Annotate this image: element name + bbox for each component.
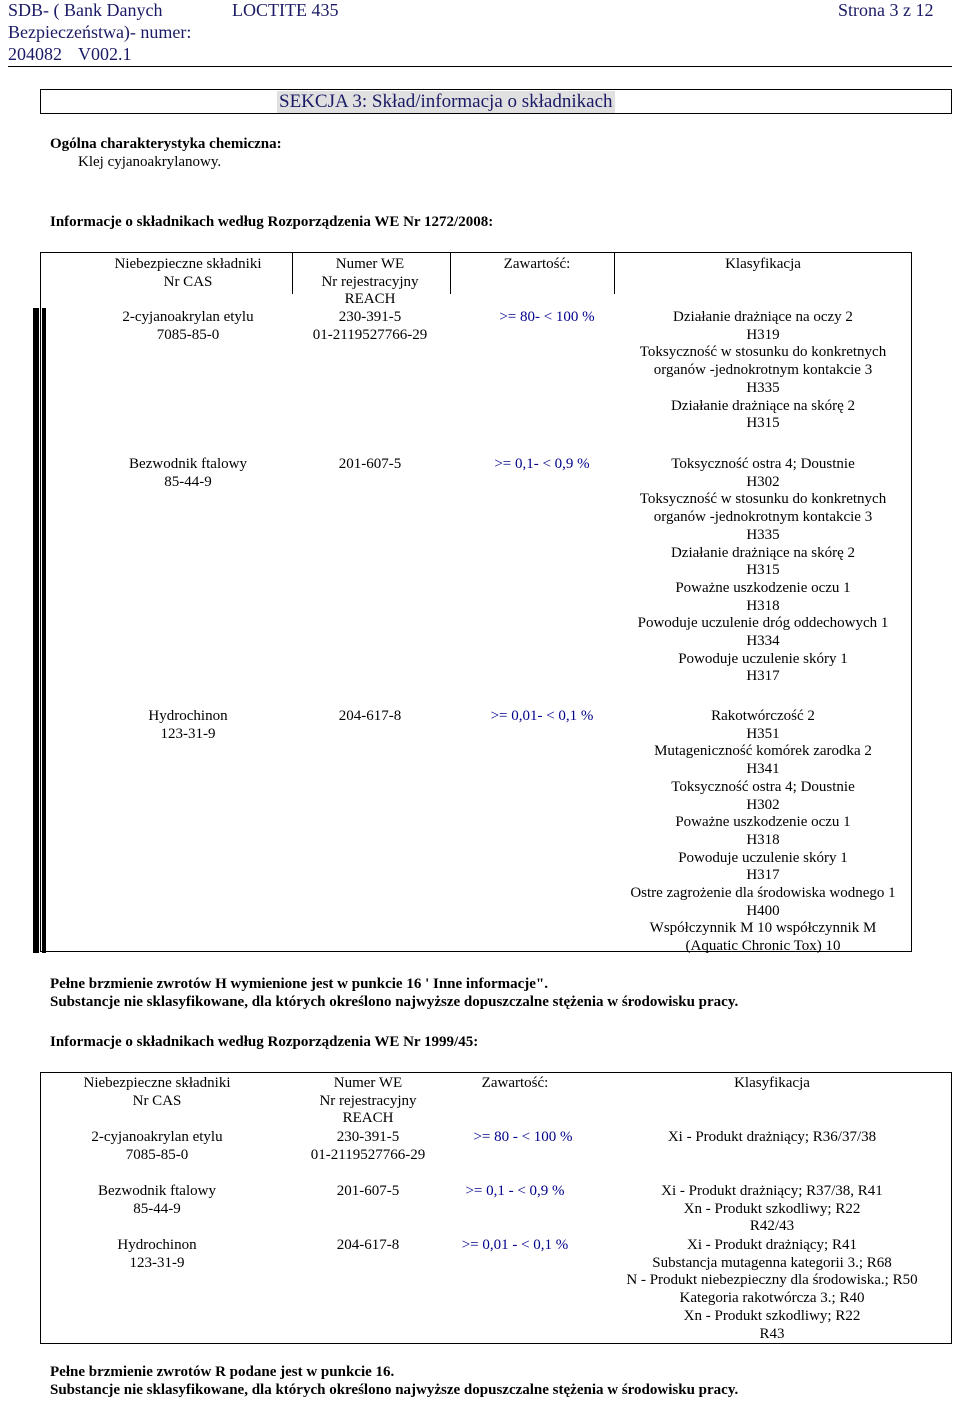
table1-row2-ingredient <box>88 456 288 491</box>
ec-number: 201-607-5 <box>336 1183 400 1199</box>
classification-line: Toksyczność w stosunku do konkretnych <box>639 491 887 508</box>
general-label: Ogólna charakterystyka chemiczna: <box>50 136 282 152</box>
table1-row1-classification <box>614 309 912 433</box>
header-text: Nr rejestracyjny <box>319 1092 417 1109</box>
table2-header-ec <box>298 1075 438 1128</box>
header-text: Zawartość: <box>503 256 571 272</box>
classification-line: Toksyczność ostra 4; Doustnie <box>671 778 855 795</box>
content-value: >= 80- < 100 % <box>499 309 595 325</box>
header-sdb-number-label: Bezpieczeństwa)- numer: <box>8 22 192 42</box>
table2-row3-content <box>430 1237 600 1255</box>
ingredient-name: Bezwodnik ftalowy <box>129 456 247 472</box>
content-value: >= 0,1- < 0,9 % <box>494 456 590 472</box>
classification-line: Działanie drażniące na oczy 2 <box>673 309 853 325</box>
classification-line: organów -jednokrotnym kontakcie 3 <box>653 362 873 379</box>
classification-line: Xi - Produkt drażniący; R41 <box>687 1237 857 1253</box>
table2-row1-classification <box>612 1129 932 1147</box>
reach-number: 01-2119527766-29 <box>312 326 428 343</box>
ingredient-name: 2-cyjanoakrylan etylu <box>91 1129 223 1145</box>
table2-note-unclassified: Substancje nie sklasyfikowane, dla których określono najwyższe dopuszczalne stężenia w środowisku pracy. <box>50 1382 739 1398</box>
table1-note-unclassified: Substancje nie sklasyfikowane, dla których określono najwyższe dopuszczalne stężenia w środowisku pracy. <box>50 994 739 1010</box>
table1-row3-classification <box>614 708 912 956</box>
table1-row2-content <box>462 456 622 474</box>
classification-line: Xn - Produkt szkodliwy; R22 <box>683 1200 861 1217</box>
ec-number: 204-617-8 <box>338 708 402 724</box>
ingredient-name: Bezwodnik ftalowy <box>98 1183 216 1199</box>
classification-line: Kategoria rakotwórcza 3.; R40 <box>679 1290 865 1307</box>
classification-line: Substancja mutagenna kategorii 3.; R68 <box>652 1254 892 1271</box>
table1-row1-ingredient <box>88 309 288 344</box>
table1-row1-ec <box>300 309 440 344</box>
section-title: SEKCJA 3: Skład/informacja o składnikach <box>279 91 613 112</box>
classification-line: H400 <box>746 902 780 919</box>
table2-row1-content <box>438 1129 608 1147</box>
classification-line: H335 <box>746 379 780 396</box>
header-divider <box>8 66 952 67</box>
ingredient-name: Hydrochinon <box>148 708 228 724</box>
revision-bar <box>42 308 46 953</box>
header-page: Strona 3 z 12 <box>838 0 934 20</box>
table1-row3-content <box>462 708 622 726</box>
classification-line: R43 <box>759 1325 785 1342</box>
ec-number: 230-391-5 <box>336 1129 400 1145</box>
classification-line: H315 <box>746 562 780 579</box>
table1-heading: Informacje o składnikach według Rozporządzenia WE Nr 1272/2008: <box>50 214 494 230</box>
table2-row1-ec <box>298 1129 438 1164</box>
classification-line: Toksyczność w stosunku do konkretnych <box>639 344 887 361</box>
header-version: V002.1 <box>78 44 132 64</box>
table2-heading: Informacje o składnikach według Rozporządzenia WE Nr 1999/45: <box>50 1034 479 1050</box>
cas-number: 85-44-9 <box>133 1200 181 1217</box>
classification-line: Współczynnik M 10 współczynnik M <box>649 920 877 937</box>
header-text: REACH <box>342 1110 394 1127</box>
cas-number: 85-44-9 <box>164 473 212 490</box>
header-text: REACH <box>344 291 396 308</box>
header-text: Klasyfikacja <box>734 1075 810 1091</box>
table2-header-ingredients <box>62 1075 252 1110</box>
content-value: >= 0,01- < 0,1 % <box>490 708 594 724</box>
classification-line: Poważne uszkodzenie oczu 1 <box>675 579 851 596</box>
table1-header-ingredients <box>88 256 288 291</box>
classification-line: H318 <box>746 831 780 848</box>
header-text: Numer WE <box>333 1075 403 1091</box>
ec-number: 230-391-5 <box>338 309 402 325</box>
table1-header-ec <box>300 256 440 309</box>
table2-row3-ec <box>298 1237 438 1255</box>
classification-line: R42/43 <box>749 1218 795 1235</box>
revision-bar <box>33 308 39 953</box>
table2-row2-classification <box>612 1183 932 1236</box>
classification-line: Powoduje uczulenie dróg oddechowych 1 <box>637 615 889 632</box>
table1-note-h-phrases: Pełne brzmienie zwrotów H wymienione jest w punkcie 16 ' Inne informacje". <box>50 976 548 992</box>
header-text: Nr CAS <box>163 273 213 290</box>
table1-row2-classification <box>614 456 912 686</box>
table2-header-classification <box>622 1075 922 1093</box>
classification-line: H334 <box>746 633 780 650</box>
classification-line: Toksyczność ostra 4; Doustnie <box>671 456 855 472</box>
ec-number: 204-617-8 <box>336 1237 400 1253</box>
header-product: LOCTITE 435 <box>232 0 339 20</box>
classification-line: Poważne uszkodzenie oczu 1 <box>675 814 851 831</box>
classification-line: Mutageniczność komórek zarodka 2 <box>654 743 872 760</box>
classification-line: Działanie drażniące na skórę 2 <box>670 397 856 414</box>
cas-number: 7085-85-0 <box>125 1146 189 1163</box>
table2-header-content <box>450 1075 580 1093</box>
header-text: Klasyfikacja <box>725 256 801 272</box>
header-text: Nr CAS <box>132 1092 182 1109</box>
classification-line: N - Produkt niebezpieczny dla środowiska.; R50 <box>626 1272 918 1289</box>
table2-row2-ec <box>298 1183 438 1201</box>
classification-line: Xi - Produkt drażniący; R37/38, R41 <box>661 1183 883 1199</box>
classification-line: Działanie drażniące na skórę 2 <box>670 544 856 561</box>
table2-row3-ingredient <box>62 1237 252 1272</box>
classification-line: H302 <box>746 796 780 813</box>
table1-header-classification <box>614 256 912 274</box>
classification-line: Xn - Produkt szkodliwy; R22 <box>683 1307 861 1324</box>
classification-line: H302 <box>746 473 780 490</box>
reach-number: 01-2119527766-29 <box>310 1146 426 1163</box>
table1-col-divider <box>450 252 451 294</box>
classification-line: H317 <box>746 668 780 685</box>
table2-note-r-phrases: Pełne brzmienie zwrotów R podane jest w punkcie 16. <box>50 1364 395 1380</box>
header-title: SDB- ( Bank Danych <box>8 0 163 20</box>
header-text: Niebezpieczne składniki <box>83 1075 231 1091</box>
header-text: Zawartość: <box>481 1075 549 1091</box>
cas-number: 123-31-9 <box>160 725 216 742</box>
classification-line: (Aquatic Chronic Tox) 10 <box>685 938 841 955</box>
classification-line: Powoduje uczulenie skóry 1 <box>678 849 848 866</box>
classification-line: Rakotwórczość 2 <box>711 708 815 724</box>
content-value: >= 80 - < 100 % <box>473 1129 573 1145</box>
ingredient-name: Hydrochinon <box>117 1237 197 1253</box>
ec-number: 201-607-5 <box>338 456 402 472</box>
table2-row3-classification <box>612 1237 932 1343</box>
table1-row1-content <box>472 309 622 327</box>
classification-line: H318 <box>746 597 780 614</box>
header-text: Niebezpieczne składniki <box>114 256 262 272</box>
ingredient-name: 2-cyjanoakrylan etylu <box>122 309 254 325</box>
general-value: Klej cyjanoakrylanowy. <box>78 154 222 170</box>
table1-header-content <box>472 256 602 274</box>
classification-line: Xi - Produkt drażniący; R36/37/38 <box>667 1129 877 1145</box>
cas-number: 123-31-9 <box>129 1254 185 1271</box>
header-text: Numer WE <box>335 256 405 272</box>
classification-line: Powoduje uczulenie skóry 1 <box>678 650 848 667</box>
classification-line: H351 <box>746 725 780 742</box>
section-title-box <box>40 89 952 114</box>
table1-row3-ingredient <box>88 708 288 743</box>
classification-line: Ostre zagrożenie dla środowiska wodnego 1 <box>630 885 896 902</box>
table1-col-divider <box>292 252 293 294</box>
classification-line: H335 <box>746 526 780 543</box>
table1-row2-ec <box>300 456 440 474</box>
classification-line: H319 <box>746 326 780 343</box>
content-value: >= 0,01 - < 0,1 % <box>461 1237 569 1253</box>
table2-row2-content <box>430 1183 600 1201</box>
classification-line: H341 <box>746 761 780 778</box>
cas-number: 7085-85-0 <box>156 326 220 343</box>
classification-line: H315 <box>746 415 780 432</box>
classification-line: organów -jednokrotnym kontakcie 3 <box>653 509 873 526</box>
content-value: >= 0,1 - < 0,9 % <box>465 1183 565 1199</box>
table1-row3-ec <box>300 708 440 726</box>
table2-row1-ingredient <box>62 1129 252 1164</box>
header-text: Nr rejestracyjny <box>321 273 419 290</box>
table2-row2-ingredient <box>62 1183 252 1218</box>
classification-line: H317 <box>746 867 780 884</box>
header-code: 204082 <box>8 44 62 64</box>
